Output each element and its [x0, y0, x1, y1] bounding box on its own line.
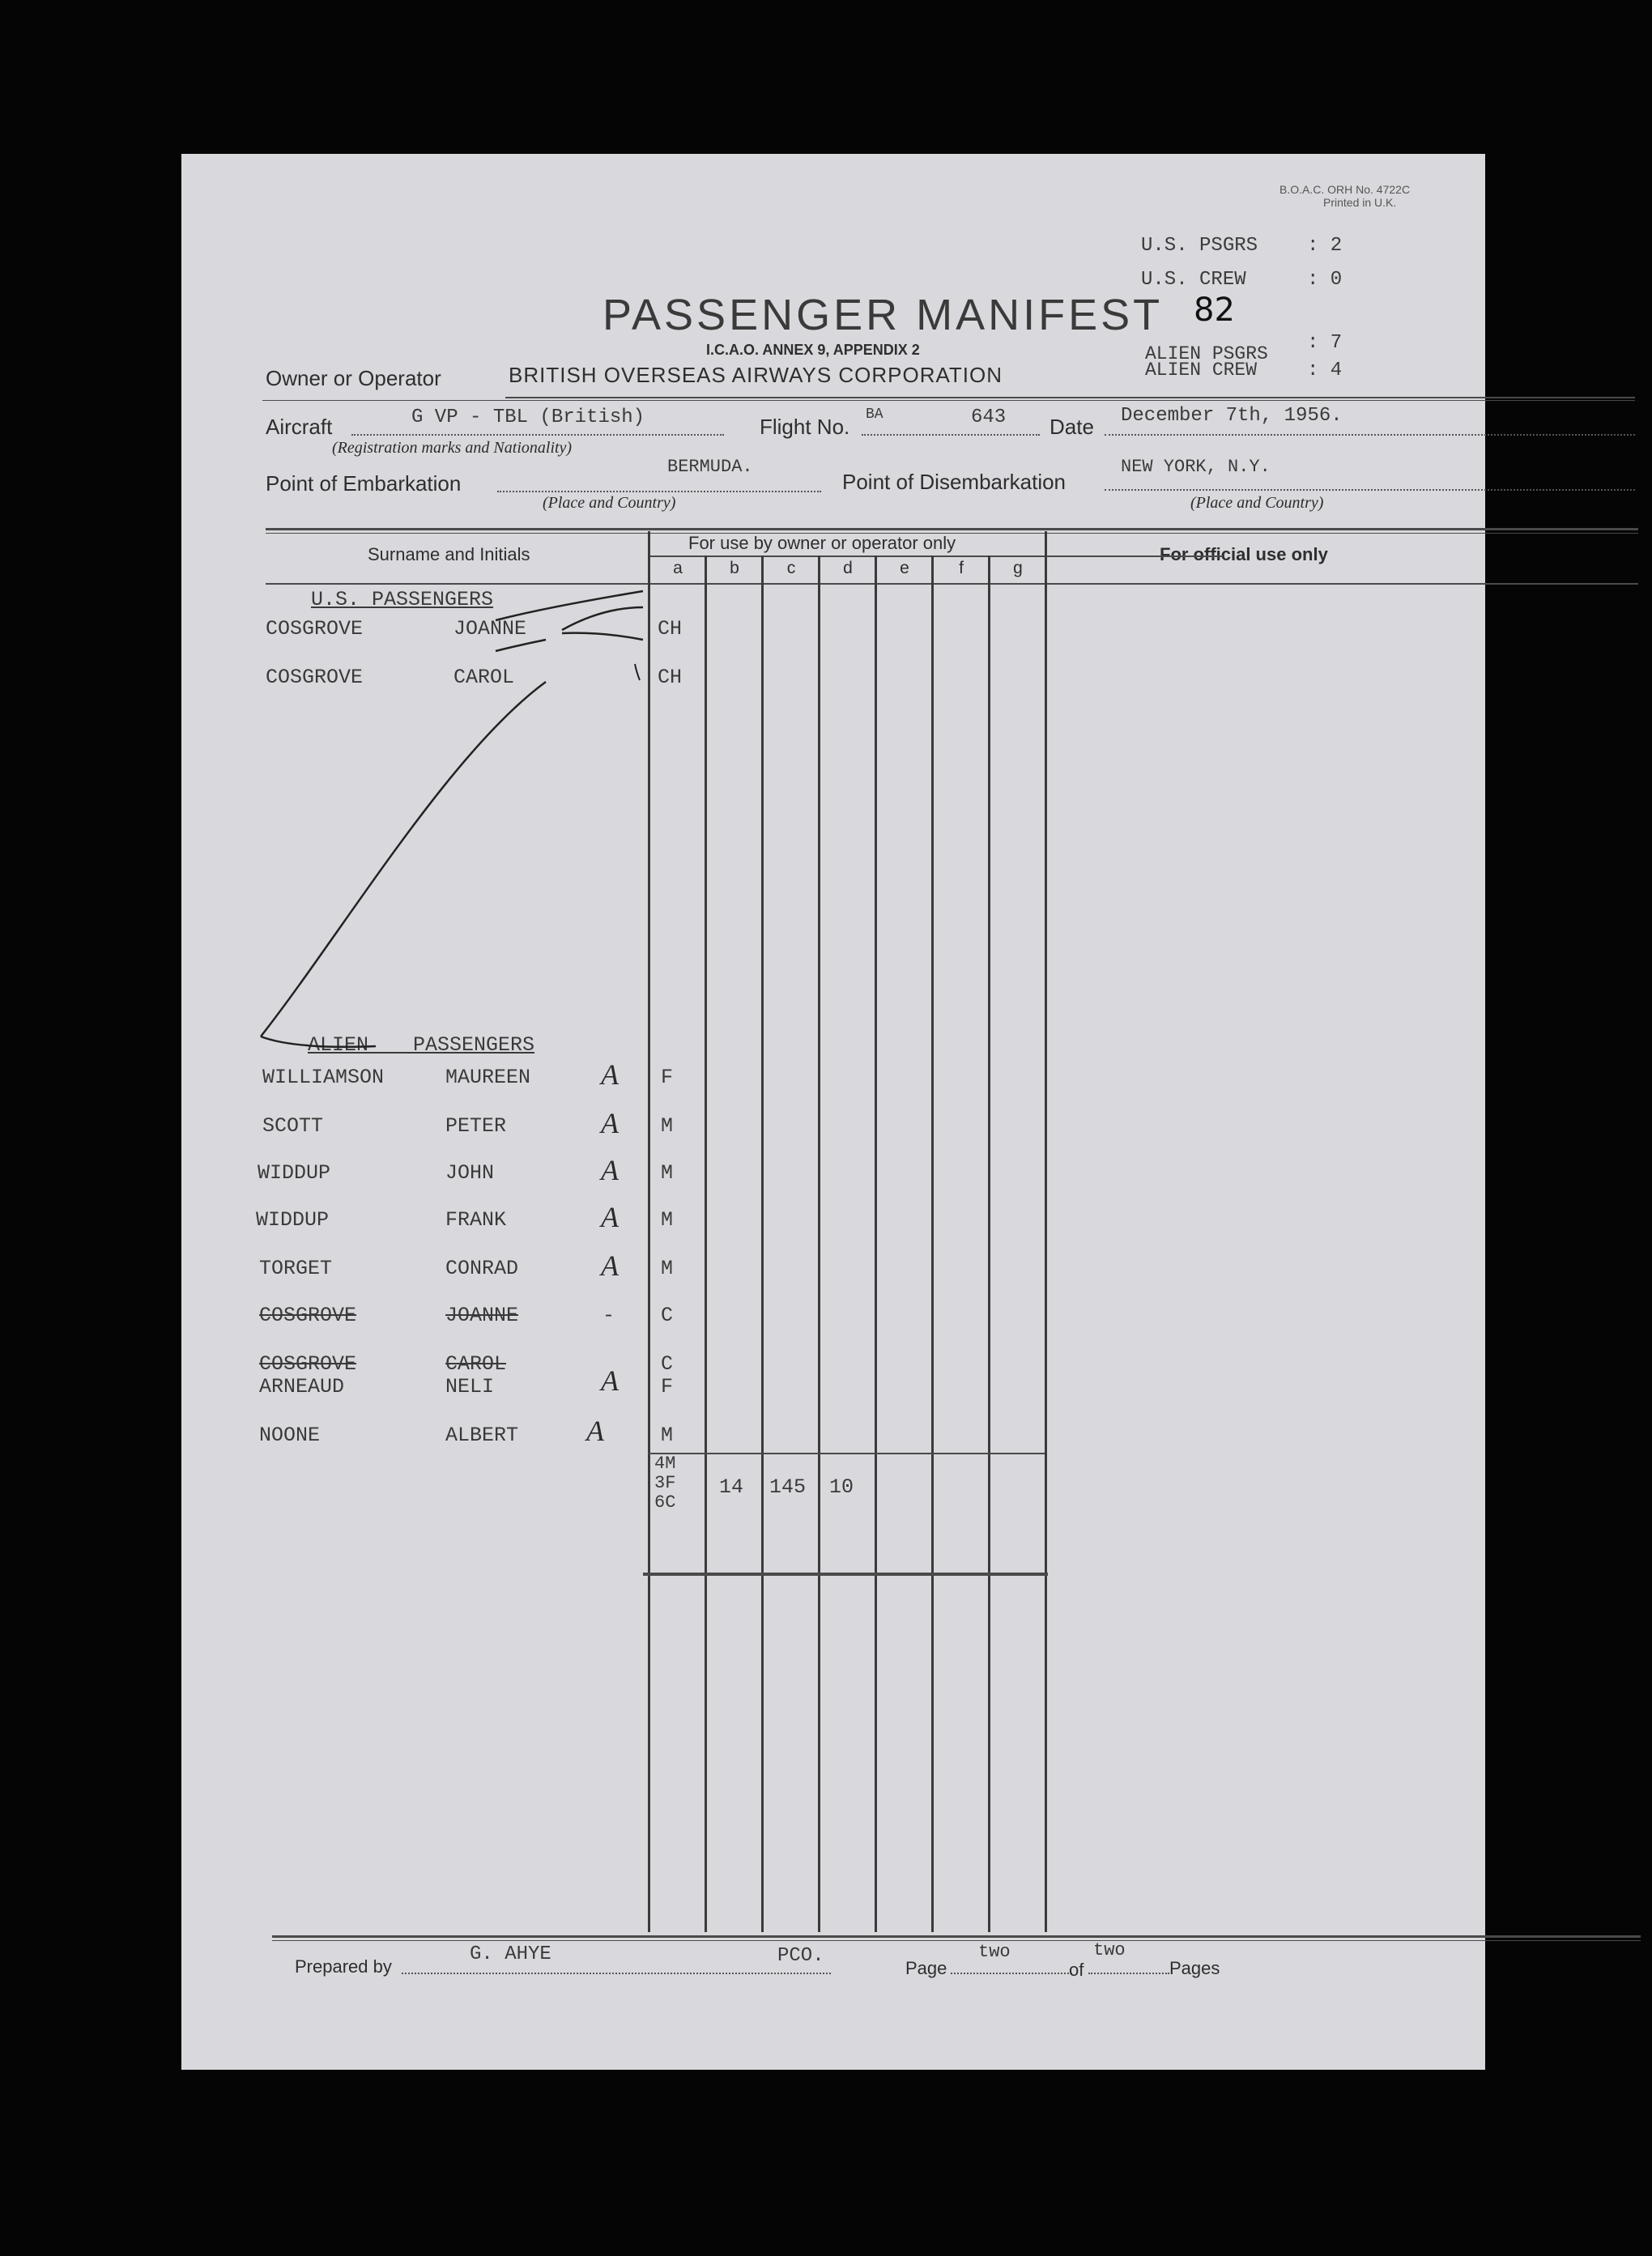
pages-label: Pages	[1169, 1958, 1220, 1978]
alien-row-2-mark: A	[601, 1107, 619, 1139]
totals-d: 10	[829, 1475, 854, 1499]
owner-use-header: For use by owner or operator only	[688, 533, 956, 553]
us-row-2-surname: COSGROVE	[266, 666, 364, 689]
totals-a-3: 6C	[654, 1492, 676, 1513]
flight-prefix: BA	[866, 407, 883, 423]
alien-row-8-a: F	[661, 1375, 674, 1398]
owner-value: BRITISH OVERSEAS AIRWAYS CORPORATION	[509, 363, 1003, 387]
page-label: Page	[905, 1958, 947, 1978]
alien-row-6-mark: -	[602, 1304, 615, 1327]
of-label: of	[1069, 1960, 1084, 1980]
us-row-2-a: CH	[658, 666, 683, 689]
alien-row-1-first: MAUREEN	[445, 1066, 531, 1089]
alien-crew-value: : 4	[1307, 360, 1343, 381]
disembarkation-value: NEW YORK, N.Y.	[1121, 457, 1271, 477]
us-psgrs-label: U.S. PSGRS	[1141, 235, 1258, 257]
page-value: two	[978, 1942, 1011, 1962]
prepared-value: G. AHYE	[470, 1943, 551, 1965]
alien-row-2-surname: SCOTT	[262, 1114, 324, 1138]
prepared-suffix: PCO.	[777, 1945, 824, 1967]
alien-row-4-first: FRANK	[445, 1208, 507, 1232]
us-psgrs-value: : 2	[1307, 235, 1343, 257]
page-number-stamp: 82	[1194, 292, 1235, 329]
alien-row-1-mark: A	[601, 1058, 619, 1091]
official-use-header: For official use only	[1160, 544, 1328, 564]
col-b: b	[730, 559, 739, 577]
aircraft-note: (Registration marks and Nationality)	[332, 439, 573, 457]
alien-row-7-first: CAROL	[445, 1352, 507, 1376]
us-section-title: U.S. PASSENGERS	[311, 588, 494, 611]
alien-psgrs-value: : 7	[1307, 332, 1343, 354]
col-d: d	[843, 559, 853, 577]
alien-section-title: ALIEN PASSENGERS	[308, 1033, 535, 1057]
alien-row-4-mark: A	[601, 1201, 619, 1233]
alien-row-3-first: JOHN	[445, 1161, 495, 1185]
alien-row-8-first: NELI	[445, 1375, 495, 1398]
manifest-sheet	[181, 154, 1485, 2070]
alien-row-4-a: M	[661, 1208, 674, 1232]
totals-b: 14	[719, 1475, 744, 1499]
us-row-1-surname: COSGROVE	[266, 617, 364, 641]
aircraft-value: G VP - TBL (British)	[411, 407, 645, 428]
alien-row-2-a: M	[661, 1114, 674, 1138]
alien-psgrs-label: ALIEN PSGRS	[1145, 343, 1268, 364]
alien-row-1-surname: WILLIAMSON	[262, 1066, 385, 1089]
us-crew-label: U.S. CREW	[1141, 269, 1246, 291]
flight-value: 643	[971, 407, 1007, 428]
alien-row-6-surname: COSGROVE	[259, 1304, 357, 1327]
disembarkation-label: Point of Disembarkation	[842, 470, 1067, 494]
totals-a-2: 3F	[654, 1473, 676, 1493]
alien-row-8-mark: A	[601, 1364, 619, 1397]
alien-row-4-surname: WIDDUP	[256, 1208, 330, 1232]
flight-label: Flight No.	[760, 415, 850, 439]
embarkation-value: BERMUDA.	[667, 457, 753, 477]
owner-label: Owner or Operator	[266, 366, 441, 390]
alien-row-8-surname: ARNEAUD	[259, 1375, 345, 1398]
prepared-label: Prepared by	[295, 1956, 392, 1977]
subtitle: I.C.A.O. ANNEX 9, APPENDIX 2	[706, 342, 920, 358]
alien-row-5-a: M	[661, 1257, 674, 1280]
alien-row-2-first: PETER	[445, 1114, 507, 1138]
alien-row-7-a: C	[661, 1352, 674, 1376]
alien-row-6-first: JOANNE	[445, 1304, 519, 1327]
col-a: a	[673, 559, 683, 577]
alien-row-7-surname: COSGROVE	[259, 1352, 357, 1376]
alien-row-5-mark: A	[601, 1249, 619, 1282]
embarkation-note: (Place and Country)	[543, 494, 676, 512]
totals-c: 145	[769, 1475, 807, 1499]
alien-row-1-a: F	[661, 1066, 674, 1089]
embarkation-label: Point of Embarkation	[266, 471, 462, 496]
alien-row-3-surname: WIDDUP	[258, 1161, 331, 1185]
date-value: December 7th, 1956.	[1121, 405, 1343, 427]
alien-row-9-mark: A	[586, 1415, 604, 1447]
us-row-2-first: CAROL	[453, 666, 515, 689]
col-e: e	[900, 559, 909, 577]
col-g: g	[1013, 559, 1023, 577]
form-code: B.O.A.C. ORH No. 4722C	[1279, 183, 1411, 196]
page-title: PASSENGER MANIFEST	[602, 291, 1164, 339]
alien-crew-label: ALIEN CREW	[1145, 360, 1258, 381]
alien-row-9-first: ALBERT	[445, 1424, 519, 1447]
totals-a-1: 4M	[654, 1454, 676, 1474]
alien-row-3-a: M	[661, 1161, 674, 1185]
us-row-1-a: CH	[658, 617, 683, 641]
surname-header: Surname and Initials	[368, 544, 530, 564]
us-row-1-first: JOANNE	[453, 617, 527, 641]
printed-in: Printed in U.K.	[1323, 196, 1397, 209]
col-f: f	[959, 559, 964, 577]
pen-strokes	[181, 154, 1485, 2070]
date-label: Date	[1050, 415, 1094, 439]
alien-row-5-surname: TORGET	[259, 1257, 333, 1280]
alien-row-6-a: C	[661, 1304, 674, 1327]
disembarkation-note: (Place and Country)	[1190, 494, 1324, 512]
aircraft-label: Aircraft	[266, 415, 333, 439]
us-crew-value: : 0	[1307, 269, 1343, 291]
alien-row-9-a: M	[661, 1424, 674, 1447]
of-value: two	[1093, 1940, 1126, 1960]
alien-row-5-first: CONRAD	[445, 1257, 519, 1280]
col-c: c	[786, 559, 796, 577]
alien-row-3-mark: A	[601, 1154, 619, 1186]
alien-row-9-surname: NOONE	[259, 1424, 321, 1447]
